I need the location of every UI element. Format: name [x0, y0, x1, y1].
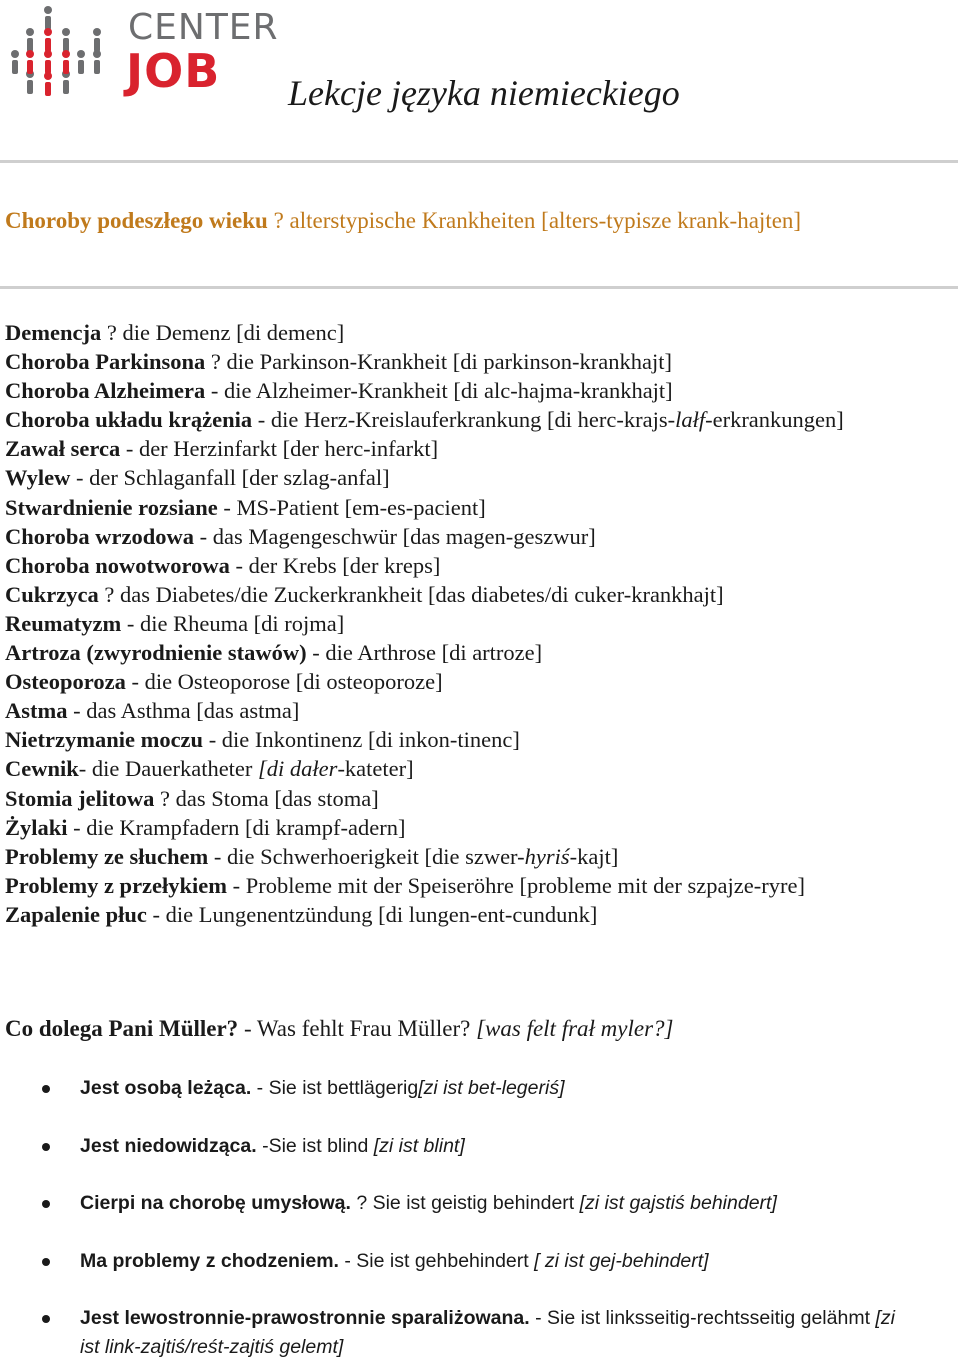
phrase-pl: Cierpi na chorobę umysłową.: [80, 1192, 351, 1214]
phrase-item: [0, 1074, 895, 1132]
phrase-de: -Sie ist blind: [256, 1134, 374, 1157]
phrase-de: - Sie ist bettlägerig: [251, 1077, 419, 1099]
vocab-item: [5, 784, 844, 813]
phrase-item: [0, 1189, 895, 1247]
vocab-term-pl: Artroza (zwyrodnienie stawów): [5, 640, 307, 666]
bullet-icon: [42, 1200, 50, 1208]
divider-bottom: [0, 286, 958, 289]
people-icon: [10, 2, 120, 102]
vocab-translation-end: -kateter]: [337, 756, 414, 782]
phrase-pron-continued: ist link-zajtiś/reśt-zajtiś gelemt]: [80, 1336, 344, 1358]
vocab-term-pl: Nietrzymanie moczu: [5, 727, 204, 753]
vocab-item: [5, 609, 844, 638]
vocab-item: [5, 347, 844, 376]
vocab-translation: - die Herz-Kreislauferkrankung [di herc-krajs-: [252, 407, 676, 433]
vocab-item: [5, 813, 844, 842]
phrase-item: [0, 1304, 895, 1362]
vocab-term-pl: Stomia jelitowa: [5, 785, 155, 811]
vocab-pron-italic: [di dałer: [258, 756, 338, 782]
vocab-translation: - die Arthrose [di artroze]: [306, 640, 543, 666]
vocab-translation: - die Alzheimer-Krankheit [di alc-hajma-krankhajt]: [205, 378, 673, 404]
vocab-translation: - die Krampfadern [di krampf-adern]: [67, 814, 406, 840]
question-de: - Was fehlt Frau Müller?: [238, 1016, 477, 1041]
bullet-icon: [42, 1085, 50, 1093]
vocab-pron-italic: lałf: [675, 407, 706, 433]
vocab-item: [5, 522, 844, 551]
vocab-term-pl: Choroba Alzheimera: [5, 378, 206, 404]
vocab-translation: - MS-Patient [em-es-pacient]: [217, 494, 486, 520]
question-line: [5, 1016, 674, 1042]
vocab-item: [5, 638, 844, 667]
vocab-term-pl: Demencja: [5, 320, 102, 345]
vocab-item: [5, 842, 844, 871]
section-heading-rest: ? alterstypische Krankheiten [alters-typisze krank-hajten]: [267, 208, 802, 233]
phrase-item: [0, 1247, 895, 1305]
vocab-term-pl: Cukrzyca: [5, 581, 99, 607]
vocab-translation: ? das Stoma [das stoma]: [154, 785, 379, 811]
vocab-item: [5, 667, 844, 696]
section-heading-pl: Choroby podeszłego wieku: [5, 208, 268, 233]
vocab-translation: - die Schwerhoerigkeit [die szwer-: [208, 843, 525, 869]
vocab-translation: - die Lungenentzündung [di lungen-ent-cundunk]: [146, 901, 598, 927]
section-heading: [5, 208, 801, 234]
vocab-translation: - die Dauerkatheter: [78, 756, 259, 782]
vocab-item: [5, 871, 844, 900]
vocab-item: [5, 900, 844, 929]
vocab-translation: - das Asthma [das astma]: [67, 698, 300, 724]
vocab-item: [5, 696, 844, 725]
vocab-translation-end: -kajt]: [569, 843, 619, 869]
vocab-term-pl: Choroba Parkinsona: [5, 349, 206, 375]
vocab-item: [5, 318, 844, 347]
vocab-term-pl: Problemy z przełykiem: [5, 872, 228, 898]
vocab-item: [5, 405, 844, 434]
vocab-term-pl: Zawał serca: [5, 436, 121, 462]
vocab-term-pl: Choroba nowotworowa: [5, 552, 230, 578]
vocab-translation: ? die Demenz [di demenc]: [101, 320, 345, 345]
vocab-item: [5, 434, 844, 463]
vocab-translation: - die Osteoporose [di osteoporoze]: [125, 669, 443, 695]
phrase-pron: [zi ist gajstiś behindert]: [579, 1192, 777, 1214]
vocab-translation-end: -erkrankungen]: [705, 407, 844, 433]
vocab-term-pl: Wylew: [5, 465, 71, 491]
question-pron: [was felt frał myler?]: [476, 1016, 674, 1041]
bullet-icon: [42, 1258, 50, 1266]
vocab-term-pl: Żylaki: [5, 814, 68, 840]
logo-text-job: JOB: [126, 44, 221, 98]
vocab-translation: - Probleme mit der Speiseröhre [probleme mit der szpajze-ryre]: [227, 872, 805, 898]
vocab-item: [5, 376, 844, 405]
vocab-translation: ? das Diabetes/die Zuckerkrankheit [das diabetes/di cuker-krankhajt]: [98, 581, 724, 607]
vocab-term-pl: Stwardnienie rozsiane: [5, 494, 218, 520]
vocab-item: [5, 463, 844, 492]
vocab-translation: ? die Parkinson-Krankheit [di parkinson-krankhajt]: [205, 349, 673, 375]
vocab-translation: - der Krebs [der kreps]: [229, 552, 441, 578]
vocab-item: [5, 725, 844, 754]
phrase-pl: Jest lewostronnie-prawostronnie sparaliżowana.: [80, 1307, 530, 1329]
phrase-list: [0, 1074, 895, 1362]
bullet-icon: [42, 1315, 50, 1323]
vocab-translation: - die Rheuma [di rojma]: [121, 610, 345, 636]
phrase-pron: [zi ist blint]: [373, 1134, 465, 1157]
vocab-translation: - der Herzinfarkt [der herc-infarkt]: [120, 436, 439, 462]
phrase-de: ? Sie ist geistig behindert: [350, 1192, 580, 1214]
vocab-translation: - der Schlaganfall [der szlag-anfal]: [70, 465, 390, 491]
vocab-translation: - die Inkontinenz [di inkon-tinenc]: [203, 727, 520, 753]
phrase-pl: Ma problemy z chodzeniem.: [80, 1249, 339, 1272]
phrase-de: - Sie ist gehbehindert: [338, 1249, 535, 1272]
vocab-term-pl: Zapalenie płuc: [5, 901, 147, 927]
vocab-item: [5, 551, 844, 580]
phrase-pron: [ zi ist gej-behindert]: [534, 1249, 709, 1272]
center-job-logo: [10, 2, 279, 102]
vocab-item: [5, 493, 844, 522]
vocab-term-pl: Osteoporoza: [5, 669, 126, 695]
vocab-term-pl: Cewnik: [5, 756, 79, 782]
vocab-term-pl: Choroba układu krążenia: [5, 407, 253, 433]
lesson-title: Lekcje języka niemieckiego: [288, 73, 680, 113]
phrase-pron: [zi: [875, 1307, 895, 1329]
phrase-pl: Jest osobą leżąca.: [80, 1077, 252, 1099]
phrase-pron: [zi ist bet-legeriś]: [418, 1077, 565, 1099]
vocab-item: [5, 580, 844, 609]
vocab-term-pl: Problemy ze słuchem: [5, 843, 209, 869]
phrase-de: - Sie ist linksseitig-rechtsseitig gelähmt: [529, 1307, 876, 1329]
vocab-translation: - das Magengeschwür [das magen-geszwur]: [193, 523, 596, 549]
bullet-icon: [42, 1143, 50, 1151]
question-pl: Co dolega Pani Müller?: [5, 1016, 239, 1041]
vocab-term-pl: Choroba wrzodowa: [5, 523, 194, 549]
vocab-pron-italic: hyriś: [524, 843, 570, 869]
vocabulary-list: [5, 318, 844, 929]
phrase-item: [0, 1132, 895, 1190]
vocab-term-pl: Astma: [5, 698, 68, 724]
vocab-item: [5, 754, 844, 783]
logo-text-center: CENTER: [128, 7, 279, 48]
divider-top: [0, 160, 958, 163]
phrase-pl: Jest niedowidząca.: [80, 1134, 257, 1157]
vocab-term-pl: Reumatyzm: [5, 610, 122, 636]
